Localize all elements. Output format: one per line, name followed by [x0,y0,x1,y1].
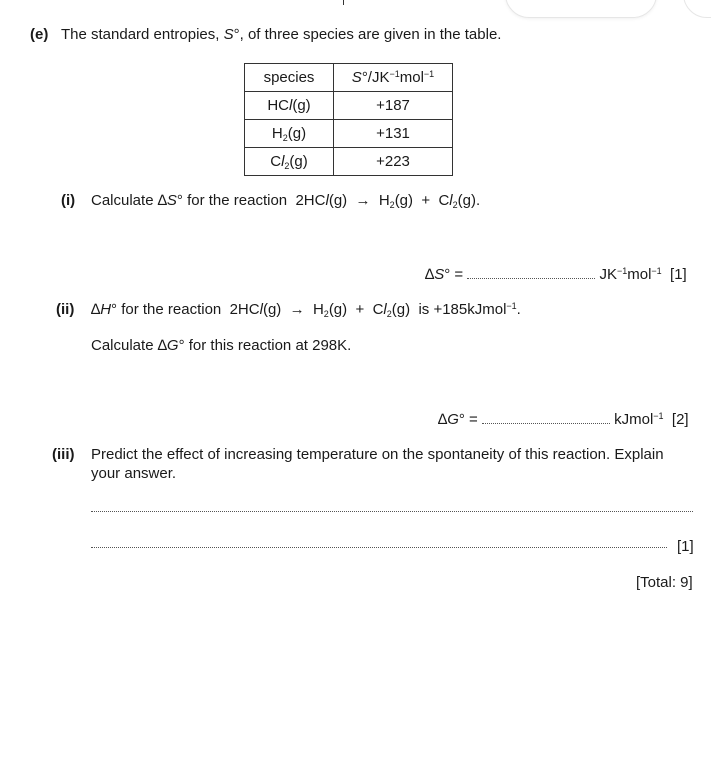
q2-answer-line: ∆G° = kJmol$^{-1}$ [2] [438,411,689,428]
table-row [245,120,453,148]
q1-label: (i) [61,192,76,209]
answer-line[interactable] [91,547,667,548]
table-header-row [245,64,453,92]
q2-text: ∆H° for the reaction $2HCl(g) \to H_2(g) + Cl_2(g)$ is +185kJmol$^{-1}$. [91,301,521,319]
value-cell: +223 [334,148,453,176]
answer-blank[interactable] [482,410,610,424]
top-decoration [505,0,657,18]
species-cell: $Cl_2(g)$ [245,148,334,176]
q2-label: (ii) [56,301,75,318]
intro-text: The standard entropies, S°, of three species are given in the table. [61,26,502,43]
q3-marks: [1] [677,538,694,555]
q2-text2: Calculate ∆G° for this reaction at 298K. [91,337,352,354]
q1-marks: [1] [670,266,687,283]
header-species: species [245,64,334,92]
top-decoration-right [683,0,711,18]
q1-text: Calculate ∆S° for the reaction $2HCl(g) \to H_2(g) + Cl_2(g)$. [91,192,481,210]
table-row [245,148,453,176]
species-cell: HCl(g) [245,92,334,120]
q3-text-line2: your answer. [91,465,177,482]
q3-label: (iii) [52,446,75,463]
entropy-table [244,63,453,176]
q3-text-line1: Predict the effect of increasing temperature on the spontaneity of this reaction. Explain [91,446,664,463]
answer-blank[interactable] [467,265,595,279]
table-row [245,92,453,120]
part-label: (e) [30,26,49,43]
header-entropy: $S^\circ/JK^{-1}mol^{-1}$ [334,64,453,92]
answer-line[interactable] [91,511,693,512]
value-cell: +131 [334,120,453,148]
q1-answer-line: $\Delta S^\circ = JK^{-1}mol^{-1}$ [1] [425,266,687,283]
value-cell: +187 [334,92,453,120]
top-mark [343,0,344,5]
q2-marks: [2] [671,411,689,428]
species-cell: $H_2(g)$ [245,120,334,148]
part-intro [61,26,501,43]
total-marks: [Total: 9] [636,574,693,591]
